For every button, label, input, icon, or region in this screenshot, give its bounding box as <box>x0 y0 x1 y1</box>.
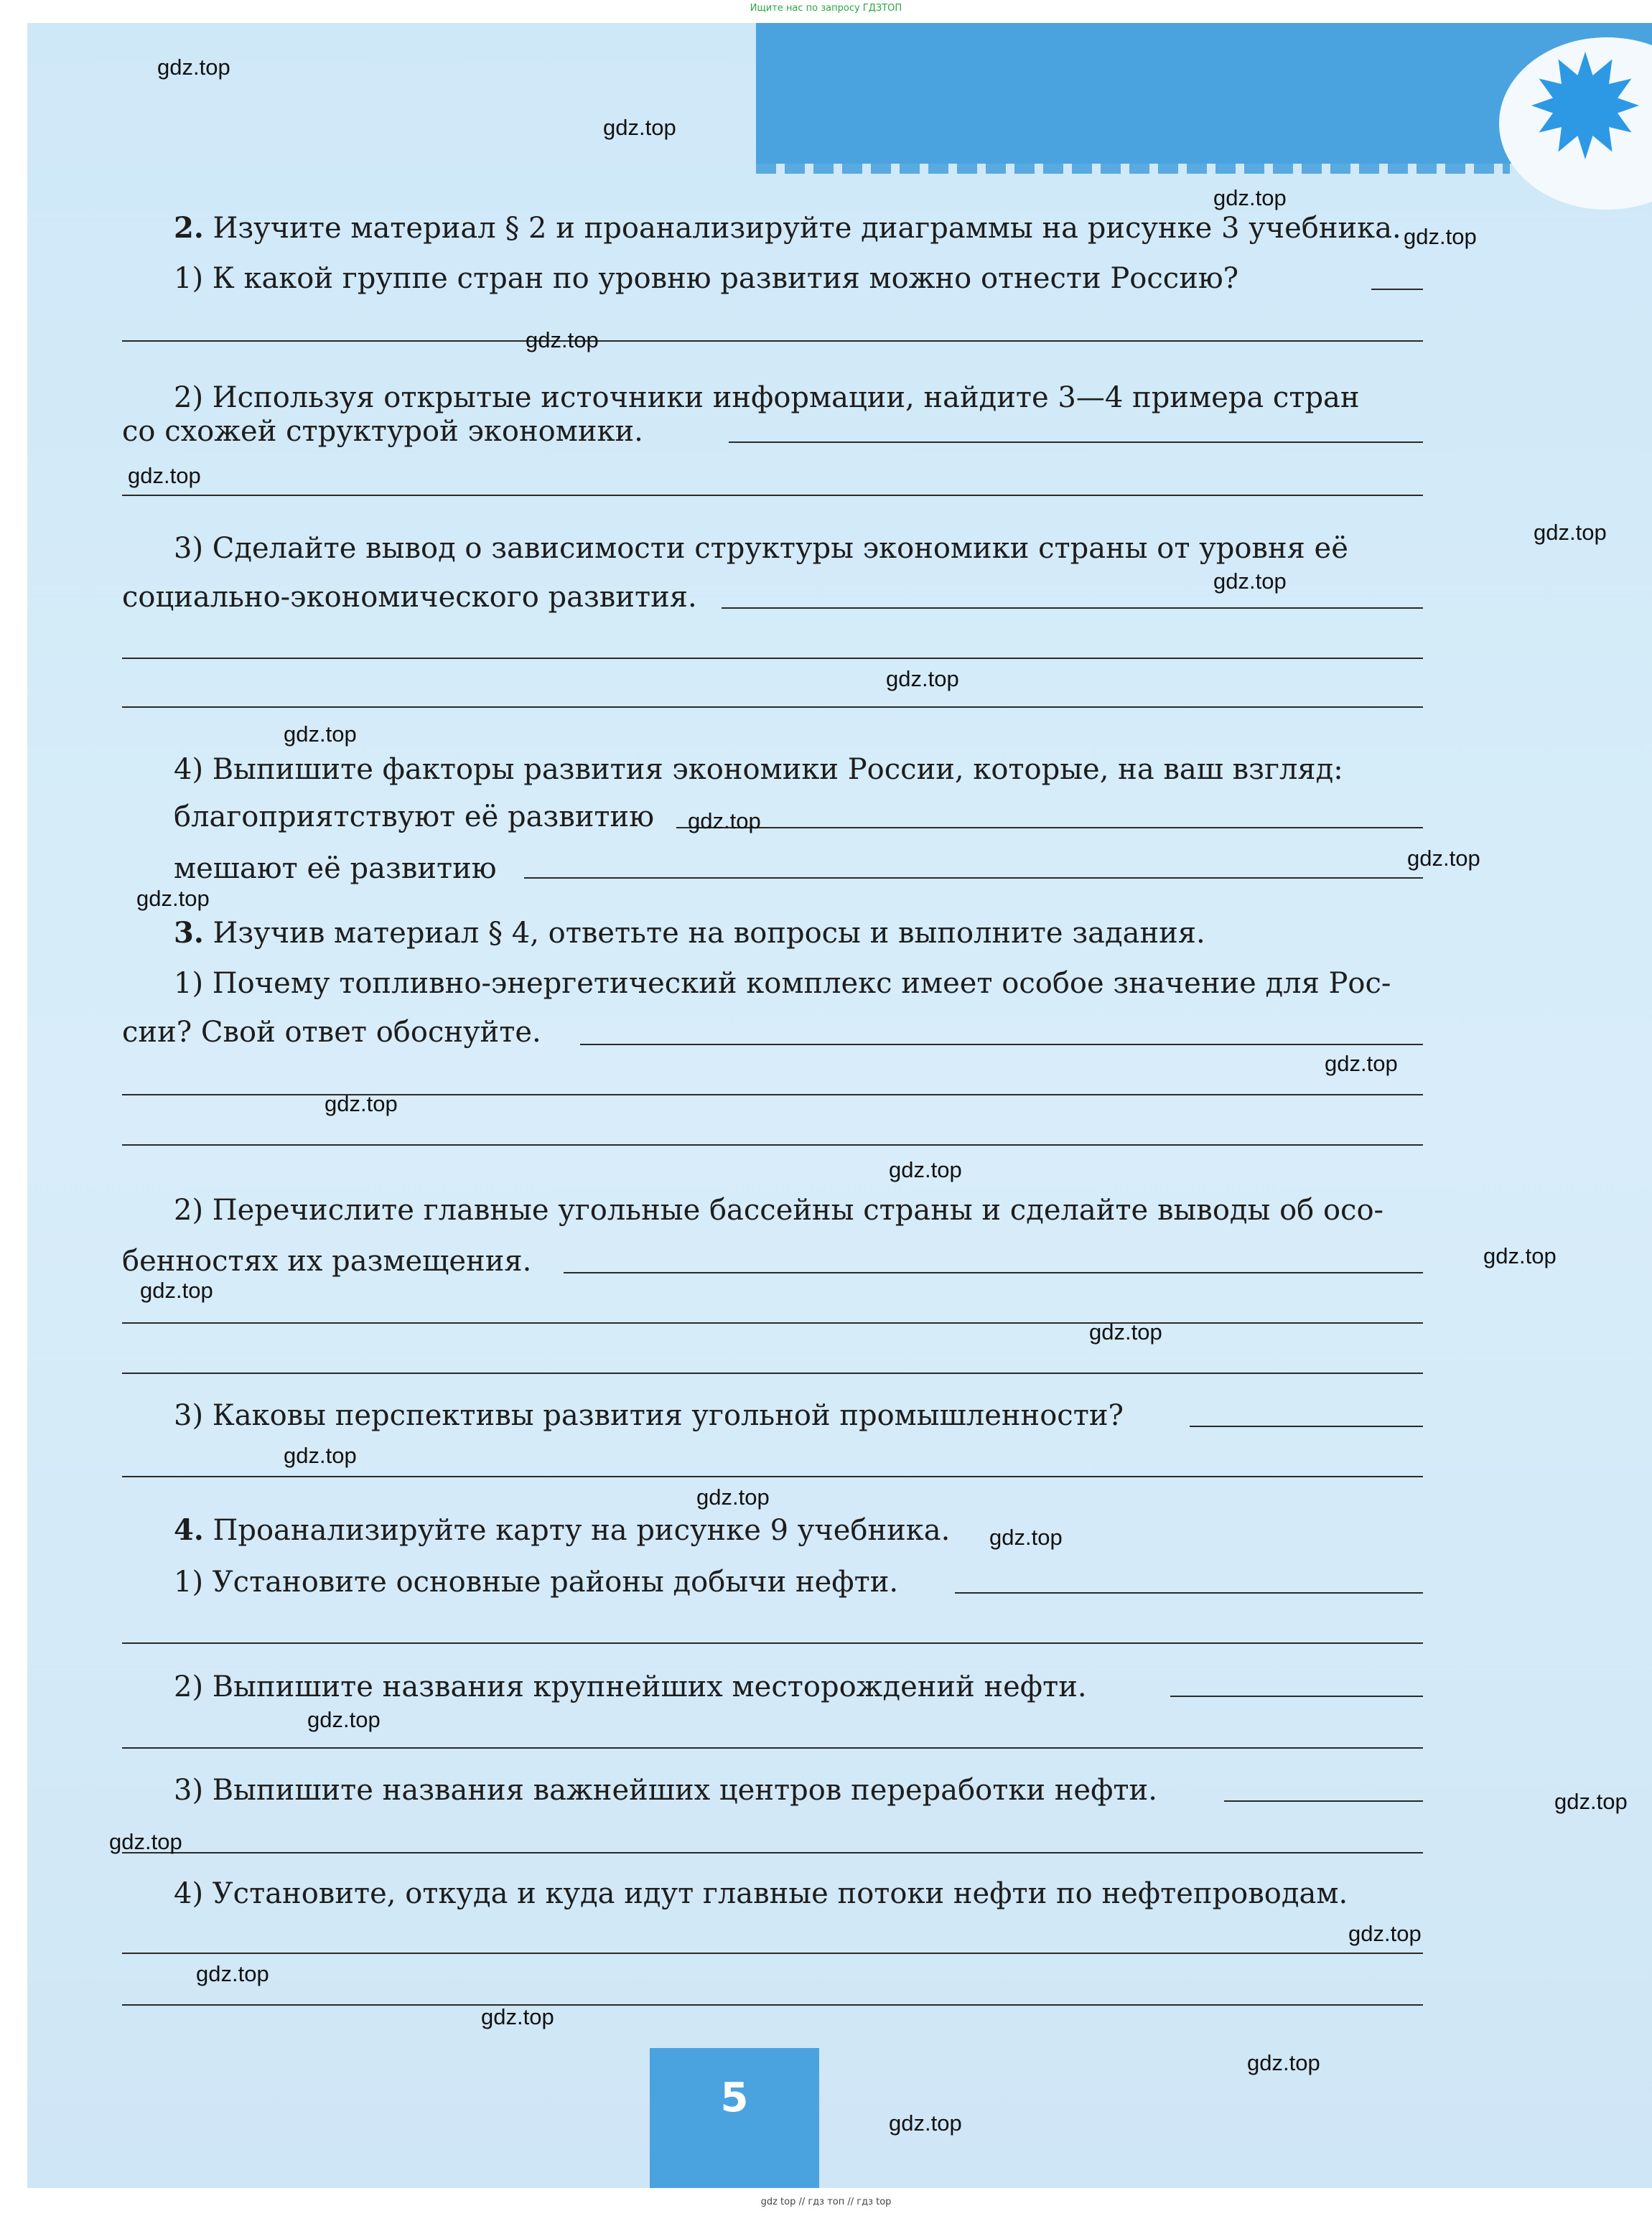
watermark: gdz.top <box>157 55 230 80</box>
top-search-note: Ищите нас по запросу ГДЗТОП <box>750 3 902 14</box>
task-4-heading <box>174 1513 950 1548</box>
task-2-question-3-cont: социально-экономического развития. <box>122 581 697 614</box>
answer-line[interactable] <box>729 441 1423 443</box>
watermark: gdz.top <box>889 1157 962 1182</box>
task-2-question-1: 1) К какой группе стран по уровню развития можно отнести Россию? <box>174 262 1239 295</box>
watermark: gdz.top <box>889 2110 962 2136</box>
answer-line[interactable] <box>122 1953 1423 1954</box>
watermark: gdz.top <box>696 1485 770 1510</box>
watermark: gdz.top <box>284 1443 357 1468</box>
watermark: gdz.top <box>1534 520 1607 545</box>
answer-line[interactable] <box>122 340 1423 342</box>
bottom-note: gdz top // гдз топ // гдз top <box>760 2197 892 2207</box>
task-2-favor-label: благоприятствуют её развитию <box>174 800 655 833</box>
answer-line[interactable] <box>955 1592 1423 1594</box>
answer-line[interactable] <box>722 607 1423 609</box>
watermark: gdz.top <box>1089 1319 1162 1345</box>
watermark: gdz.top <box>284 721 357 747</box>
task-2-hinder-label: мешают её развитию <box>174 852 497 885</box>
answer-line[interactable] <box>580 1044 1423 1045</box>
answer-line[interactable] <box>676 827 1423 828</box>
answer-line[interactable] <box>1170 1696 1423 1697</box>
watermark: gdz.top <box>1247 2050 1320 2075</box>
watermark: gdz.top <box>1404 224 1477 249</box>
task-4-question-1: 1) Установите основные районы добычи нефти. <box>174 1566 899 1599</box>
watermark: gdz.top <box>196 1961 269 1986</box>
answer-line[interactable] <box>1371 289 1423 290</box>
task-2-heading-text: Изучите материал § 2 и проанализируйте диаграммы на рисунке 3 учебника. <box>213 212 1401 245</box>
answer-line[interactable] <box>1224 1800 1423 1802</box>
watermark: gdz.top <box>1407 846 1480 871</box>
answer-line[interactable] <box>122 1852 1423 1853</box>
task-3-heading-text: Изучив материал § 4, ответьте на вопросы и выполните задания. <box>213 917 1205 950</box>
answer-line[interactable] <box>122 658 1423 659</box>
task-2-question-3: 3) Сделайте вывод о зависимости структуры экономики страны от уровня её <box>174 532 1348 565</box>
watermark: gdz.top <box>1554 1789 1628 1814</box>
watermark: gdz.top <box>526 327 599 352</box>
workbook-page <box>27 23 1652 2188</box>
answer-line[interactable] <box>122 1642 1423 1644</box>
task-2-number: 2. <box>174 211 204 245</box>
watermark: gdz.top <box>1325 1051 1398 1076</box>
page-number: 5 <box>720 2075 749 2121</box>
task-3-question-2-cont: бенностях их размещения. <box>122 1245 532 1278</box>
task-3-question-2: 2) Перечислите главные угольные бассейны страны и сделайте выводы об осо- <box>174 1194 1384 1227</box>
answer-line[interactable] <box>122 1747 1423 1749</box>
answer-line[interactable] <box>122 1476 1423 1477</box>
watermark: gdz.top <box>1213 185 1287 210</box>
watermark: gdz.top <box>989 1525 1063 1550</box>
task-4-number: 4. <box>174 1513 204 1547</box>
task-4-heading-text: Проанализируйте карту на рисунке 9 учебника. <box>213 1514 951 1547</box>
watermark: gdz.top <box>136 886 210 911</box>
task-4-question-3: 3) Выпишите названия важнейших центров переработки нефти. <box>174 1774 1157 1807</box>
task-3-question-3: 3) Каковы перспективы развития угольной промышленности? <box>174 1399 1124 1432</box>
task-3-question-1: 1) Почему топливно-энергетический комплекс имеет особое значение для Рос- <box>174 967 1391 1000</box>
watermark: gdz.top <box>1483 1243 1557 1268</box>
watermark: gdz.top <box>307 1707 381 1732</box>
answer-line[interactable] <box>122 1144 1423 1146</box>
task-3-question-1-cont: сии? Свой ответ обоснуйте. <box>122 1016 541 1049</box>
watermark: gdz.top <box>603 115 676 140</box>
answer-line[interactable] <box>122 1094 1423 1095</box>
watermark: gdz.top <box>481 2004 554 2029</box>
task-3-number: 3. <box>174 916 204 950</box>
watermark: gdz.top <box>325 1091 398 1116</box>
answer-line[interactable] <box>1190 1426 1423 1427</box>
task-4-question-4: 4) Установите, откуда и куда идут главные потоки нефти по нефтепроводам. <box>174 1877 1348 1910</box>
answer-line[interactable] <box>122 2004 1423 2006</box>
task-2-question-2: 2) Используя открытые источники информации, найдите 3—4 примера стран <box>174 381 1360 414</box>
watermark: gdz.top <box>1348 1921 1422 1946</box>
answer-line[interactable] <box>122 495 1423 496</box>
task-2-heading <box>174 211 1401 246</box>
answer-line[interactable] <box>122 1322 1423 1324</box>
task-4-question-2: 2) Выпишите названия крупнейших месторождений нефти. <box>174 1670 1087 1703</box>
answer-line[interactable] <box>564 1272 1423 1273</box>
task-3-heading <box>174 916 1205 950</box>
watermark: gdz.top <box>128 463 201 488</box>
watermark: gdz.top <box>886 666 959 691</box>
watermark: gdz.top <box>109 1829 182 1854</box>
answer-line[interactable] <box>122 1373 1423 1374</box>
header-zigzag-edge <box>756 145 1510 174</box>
watermark: gdz.top <box>140 1278 213 1303</box>
watermark: gdz.top <box>1213 569 1287 594</box>
task-2-question-2-cont: со схожей структурой экономики. <box>122 415 643 448</box>
watermark: gdz.top <box>688 808 761 833</box>
answer-line[interactable] <box>524 877 1423 879</box>
task-2-question-4: 4) Выпишите факторы развития экономики России, которые, на ваш взгляд: <box>174 753 1343 786</box>
answer-line[interactable] <box>122 706 1423 708</box>
